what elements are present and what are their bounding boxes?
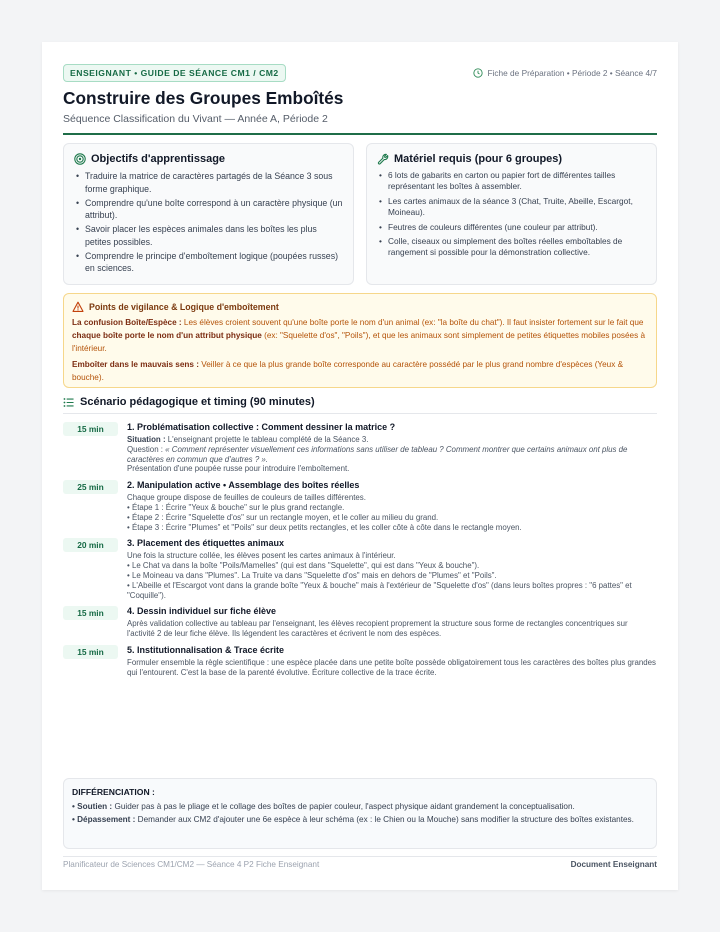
extend-label: • Dépassement : <box>72 814 136 824</box>
scenario-steps <box>63 421 657 678</box>
alert-emphasis: chaque boîte porte le nom d'un attribut physique <box>72 331 262 340</box>
step-body <box>127 619 657 639</box>
scenario-step <box>63 537 657 600</box>
step-line: • Étape 2 : Écrire "Squelette d'os" sur un rectangle moyen, et le coller au milieu du grand. <box>127 512 439 522</box>
meta-text: Fiche de Préparation • Période 2 • Séance 4/7 <box>487 68 657 78</box>
step-title: 1. Problématisation collective : Comment dessiner la matrice ? <box>127 422 396 432</box>
alert-text: Les élèves croient souvent qu'une boîte porte le nom d'un animal (ex: "la boîte du chat"). Il faut insister fortement sur le fait que <box>181 318 644 327</box>
list-item: • Savoir placer les espèces animales dans les boîtes les plus petites possibles. <box>74 223 343 248</box>
step-line: • Étape 3 : Écrire "Plumes" et "Poils" sur deux petits rectangles, et les coller côte à côte dans le rectangle moyen. <box>127 522 522 532</box>
step-line: • Le Chat va dans la boîte "Poils/Mamelles" (qui est dans "Squelette", qui est dans "Yeux & bouche"). <box>127 561 480 571</box>
footer-right: Document Enseignant <box>570 860 657 869</box>
step-content <box>127 605 657 639</box>
warning-icon <box>72 301 84 313</box>
list-item: • Traduire la matrice de caractères partagés de la Séance 3 sous forme graphique. <box>74 170 343 195</box>
step-line: Présentation d'une poupée russe pour introduire l'emboîtement. <box>127 464 350 474</box>
page-footer <box>63 856 657 869</box>
scenario-step <box>63 479 657 532</box>
step-label: Question : <box>127 444 166 454</box>
step-title: 3. Placement des étiquettes animaux <box>127 538 285 549</box>
list-item: • Comprendre qu'une boîte correspond à un caractère physique (un attribut). <box>74 197 343 222</box>
duration-badge: 15 min <box>63 422 118 436</box>
step-line: • Étape 1 : Écrire "Yeux & bouche" sur le plus grand rectangle. <box>127 502 345 512</box>
differentiation-text <box>72 801 648 827</box>
step-line: • Le Moineau va dans "Plumes". La Truite va dans "Squelette d'os" mais en dehors de "Plumes" et "Poils". <box>127 570 497 580</box>
role-badge: ENSEIGNANT • GUIDE DE SÉANCE CM1 / CM2 <box>63 64 286 82</box>
step-line: Chaque groupe dispose de feuilles de couleurs de tailles différentes. <box>127 493 366 503</box>
document-page <box>42 42 678 890</box>
scenario-step <box>63 644 657 678</box>
step-label: Situation : <box>127 435 166 444</box>
step-line: • L'Abeille et l'Escargot vont dans la grande boîte "Yeux & bouche" mais à l'extérieur de "Squelette d'os" (dans leurs boîtes propres : "6 pattes" et "Coquille"). <box>127 580 632 600</box>
scenario-title: Scénario pédagogique et timing (90 minutes) <box>80 396 315 408</box>
scenario-step <box>63 421 657 474</box>
objectives-heading <box>74 153 343 165</box>
scenario-heading <box>63 396 657 414</box>
objectives-title: Objectifs d'apprentissage <box>91 153 226 165</box>
step-content <box>127 421 657 474</box>
alert-title: Points de vigilance & Logique d'emboîtement <box>89 302 279 312</box>
step-text: L'enseignant projette le tableau complété de la Séance 3. <box>165 435 369 444</box>
title-divider <box>63 133 657 135</box>
materials-list <box>377 170 646 259</box>
vigilance-alert <box>63 293 657 388</box>
step-question: « Comment représenter visuellement ces informations sans utiliser de tableau ? Comment montrer que certains animaux ont plus de caractères en commun que d'autres ? ». <box>127 444 628 464</box>
document-content <box>63 64 657 683</box>
alert-heading <box>72 301 648 313</box>
materials-card <box>366 143 657 285</box>
differentiation-title: DIFFÉRENCIATION : <box>72 787 155 797</box>
step-line <box>127 445 657 465</box>
objectives-card <box>63 143 354 285</box>
duration-badge: 25 min <box>63 480 118 494</box>
step-line: Une fois la structure collée, les élèves posent les cartes animaux à l'intérieur. <box>127 551 396 561</box>
list-item: • Comprendre le principe d'emboîtement logique (poupées russes) en sciences. <box>74 250 343 275</box>
step-content <box>127 537 657 600</box>
step-body <box>127 658 657 678</box>
step-content <box>127 644 657 678</box>
list-item: • Feutres de couleurs différentes (une couleur par attribut). <box>377 222 646 233</box>
duration-badge: 15 min <box>63 645 118 659</box>
differentiation-box <box>63 778 657 849</box>
list-item: • Colle, ciseaux ou simplement des boîtes réelles emboîtables de rangement si possible pour la démonstration collective. <box>377 236 646 259</box>
step-title: 4. Dessin individuel sur fiche élève <box>127 606 277 617</box>
wrench-icon <box>377 153 389 165</box>
step-title: 2. Manipulation active • Assemblage des boîtes réelles <box>127 480 360 491</box>
step-body <box>127 435 657 474</box>
list-icon <box>63 397 74 408</box>
target-icon <box>74 153 86 165</box>
alert-label: La confusion Boîte/Espèce : <box>72 318 182 327</box>
header-bar <box>63 64 657 82</box>
info-cards <box>63 143 657 285</box>
alert-paragraph-confusion <box>72 316 648 355</box>
clock-icon <box>473 68 483 78</box>
step-line <box>127 435 657 445</box>
duration-badge: 20 min <box>63 538 118 552</box>
step-line: Après validation collective au tableau par l'enseignant, les élèves recopient proprement la structure sous forme de rectangles concentriques sur l'activité 2 de leur fiche élève. Ils légendent les caractères et écrivent le nom des espèces. <box>127 619 628 639</box>
alert-text: (ex: "Squelette d'os", "Poils"), et que les animaux sont simplement de petites étiquettes mobiles posées à l'intérieur. <box>72 331 646 353</box>
materials-title: Matériel requis (pour 6 groupes) <box>394 153 563 165</box>
support-text: Guider pas à pas le pliage et le collage des boîtes de papier couleur, l'aspect physique aidant grandement la conceptualisation. <box>112 802 575 811</box>
step-body <box>127 493 522 532</box>
materials-heading <box>377 153 646 165</box>
page-title: Construire des Groupes Emboîtés <box>63 88 344 108</box>
footer-left: Planificateur de Sciences CM1/CM2 — Séance 4 P2 Fiche Enseignant <box>63 860 320 869</box>
objectives-list <box>74 170 343 275</box>
step-line: Formuler ensemble la règle scientifique : une espèce placée dans une petite boîte possède obligatoirement tous les caractères des boîtes plus grandes qui l'entourent. C'est la base de la parenté évolutive. Écriture collective de la trace écrite. <box>127 657 656 677</box>
list-item: • Les cartes animaux de la séance 3 (Chat, Truite, Abeille, Escargot, Moineau). <box>377 196 646 219</box>
scenario-step <box>63 605 657 639</box>
extend-text: Demander aux CM2 d'ajouter une 6e espèce à leur schéma (ex : le Chien ou la Mouche) sans modifier la structure des boîtes existantes. <box>135 814 634 824</box>
step-title: 5. Institutionnalisation & Trace écrite <box>127 644 285 655</box>
document-meta <box>473 68 657 78</box>
step-body <box>127 551 657 600</box>
step-content <box>127 479 522 532</box>
page-subtitle: Séquence Classification du Vivant — Année A, Période 2 <box>63 113 328 125</box>
support-label: • Soutien : <box>72 802 113 811</box>
list-item: • 6 lots de gabarits en carton ou papier fort de différentes tailles représentant les boîtes à assembler. <box>377 170 646 193</box>
alert-text: Veiller à ce que la plus grande boîte corresponde au caractère possédé par le plus grand nombre d'espèces (Yeux & bouche). <box>72 360 624 382</box>
duration-badge: 15 min <box>63 606 118 620</box>
alert-paragraph-direction <box>72 358 648 384</box>
alert-label: Emboîter dans le mauvais sens : <box>72 360 199 369</box>
